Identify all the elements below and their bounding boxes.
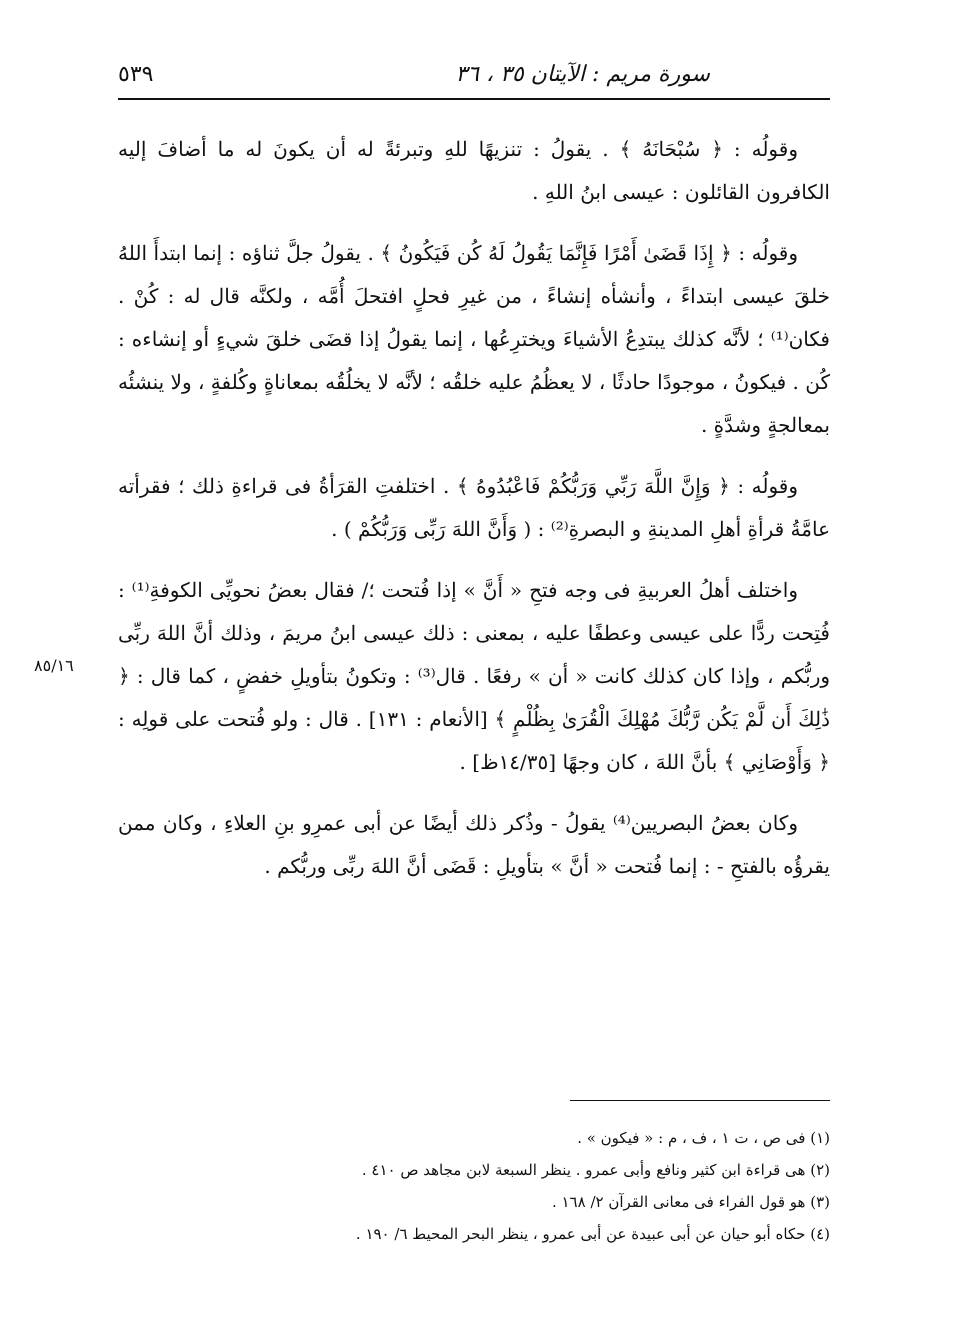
paragraph: وقولُه : ﴿ إِذَا قَضَىٰ أَمْرًا فَإِنَّمَا يَقُولُ لَهُ كُن فَيَكُونُ ﴾ . يقولُ جلَّ ثناؤه : إنما ابتدأَ اللهُ خلقَ عيسى ابتداءً ، وأنشأه إنشاءً ، من غيرِ فحلٍ افتحلَ أُمَّه ، ولكنَّه قال له : كُنْ . فكان⁽¹⁾ ؛ لأنَّه كذلك يبتدِعُ الأشياءَ ويخترِعُها ، إنما يقولُ إذا قضَى خلقَ شيءٍ أو إنشاءه : كُن . فيكونُ ، موجودًا حادثًا ، لا يعظُمُ عليه خلقُه ؛ لأنَّه لا يخلُقُه بمعاناةٍ وكُلفةٍ ، ولا ينشئُه بمعالجةٍ وشدَّةٍ . (118, 241, 830, 437)
running-header (118, 54, 830, 100)
footnote: (٤) حكاه أبو حيان عن أبى عبيدة عن أبى عمرو ، ينظر البحر المحيط ٦/ ١٩٠ . (355, 1225, 830, 1243)
surah-title: سورة مريم : الآيتان ٣٥ ، ٣٦ (455, 62, 710, 87)
footnotes (118, 1122, 830, 1250)
paragraph: وقولُه : ﴿ سُبْحَانَهُ ﴾ . يقولُ : تنزيهًا للهِ وتبرئةً له أن يكونَ له ما أضافَ إليه الكافرون القائلون : عيسى ابنُ اللهِ . (118, 137, 830, 204)
footnote: (٣) هو قول الفراء فى معانى القرآن ٢/ ١٦٨ . (551, 1193, 830, 1211)
header-rule (118, 98, 830, 100)
paragraph: وقولُه : ﴿ وَإِنَّ اللَّهَ رَبِّي وَرَبُّكُمْ فَاعْبُدُوهُ ﴾ . اختلفتِ القرَأةُ فى قراءةِ ذلك ؛ فقرأته عامَّةُ قرأةِ أهلِ المدينةِ و البصرةِ⁽²⁾ : ( وَأَنَّ اللهَ رَبِّى وَرَبُّكُمْ ) . (118, 474, 830, 541)
main-text (118, 128, 830, 906)
footnote-rule (570, 1100, 830, 1101)
footnote: (١) فى ص ، ت ١ ، ف ، م : « فيكون » . (577, 1129, 830, 1147)
footnote: (٢) هى قراءة ابن كثير ونافع وأبى عمرو . ينظر السبعة لابن مجاهد ص ٤١٠ . (361, 1161, 830, 1179)
margin-reference: ٨٥/١٦ (34, 656, 74, 675)
page-number: ٥٣٩ (118, 62, 154, 87)
paragraph: وكان بعضُ البصريين⁽⁴⁾ يقولُ - وذُكر ذلك أيضًا عن أبى عمرِو بنِ العلاءِ ، وكان ممن يقرؤُه بالفتحِ - : إنما فُتحت « أنَّ » بتأويلِ : قَضَى أنَّ اللهَ ربِّى وربُّكم . (118, 811, 830, 878)
paragraph: واختلف أهلُ العربيةِ فى وجه فتحِ « أَنَّ » إذا فُتحت ؛/ فقال بعضُ نحويِّى الكوفةِ⁽¹⁾ : فُتِحت ردًّا على عيسى وعطفًا عليه ، بمعنى : ذلك عيسى ابنُ مريمَ ، وذلك أنَّ اللهَ ربِّى وربُّكم ، وإذا كان كذلك كانت « أن » رفعًا . قال⁽³⁾ : وتكونُ بتأويلِ خفضٍ ، كما قال : ﴿ ذَٰلِكَ أَن لَّمْ يَكُن رَّبُّكَ مُهْلِكَ الْقُرَىٰ بِظُلْمٍ ﴾ [الأنعام : ١٣١] . قال : ولو فُتحت على قولِه : ﴿ وَأَوْصَانِي ﴾ بأنَّ اللهَ ، كان وجهًا [١٤/٣٥ظ] . (118, 578, 831, 774)
